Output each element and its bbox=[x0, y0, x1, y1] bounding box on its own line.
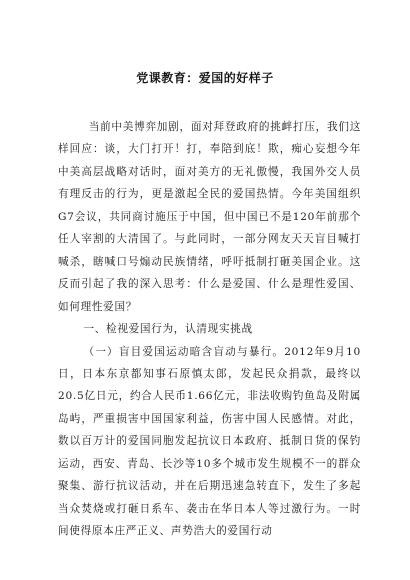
intro-paragraph: 当前中美博弈加剧，面对拜登政府的挑衅打压，我们这样回应：谈，大门打开！打，奉陪到底！欺，痴心妄想今年中美高层战略对话时，面对美方的无礼傲慢，我国外交人员有理反击的行为，更是激起全民的爱国热情。今年美国组织G7会议，共同商讨施压于中国，但中国已不是120年前那个任人宰割的大清国了。与此同时，一部分网友天天盲目喊打喊杀，瞎喊口号煽动民族情绪，呼吁抵制打砸美国企业。这反而引起了我的深入思考：什么是爱国、什么是理性爱国、如何理性爱国？ bbox=[58, 121, 361, 313]
subsection-paragraph: （一）盲目爱国运动暗含盲动与暴行。2012年9月10日，日本东京都知事石原慎太郎，发起民众捐款，最终以20.5亿日元，约合人民币1.66亿元，非法收购钓鱼岛及附属岛屿，严重损害中国国家利益，伤害中国人民感情。对此，数以百万计的爱国同胞发起抗议日本政府、抵制日货的保钓运动，西安、青岛、长沙等10多个城市发生规模不一的群众聚集、游行抗议活动，并在后期迅速急转直下，发生了多起当众焚烧或打砸日系车、袭击在华日本人等过激行为。一时间使得原本庄严正义、声势浩大的爱国行动 bbox=[58, 345, 361, 538]
document-title: 党课教育：爱国的好样子 bbox=[136, 71, 274, 85]
document-body bbox=[58, 116, 361, 543]
section-heading: 一、检视爱国行为，认清现实挑战 bbox=[83, 323, 253, 336]
